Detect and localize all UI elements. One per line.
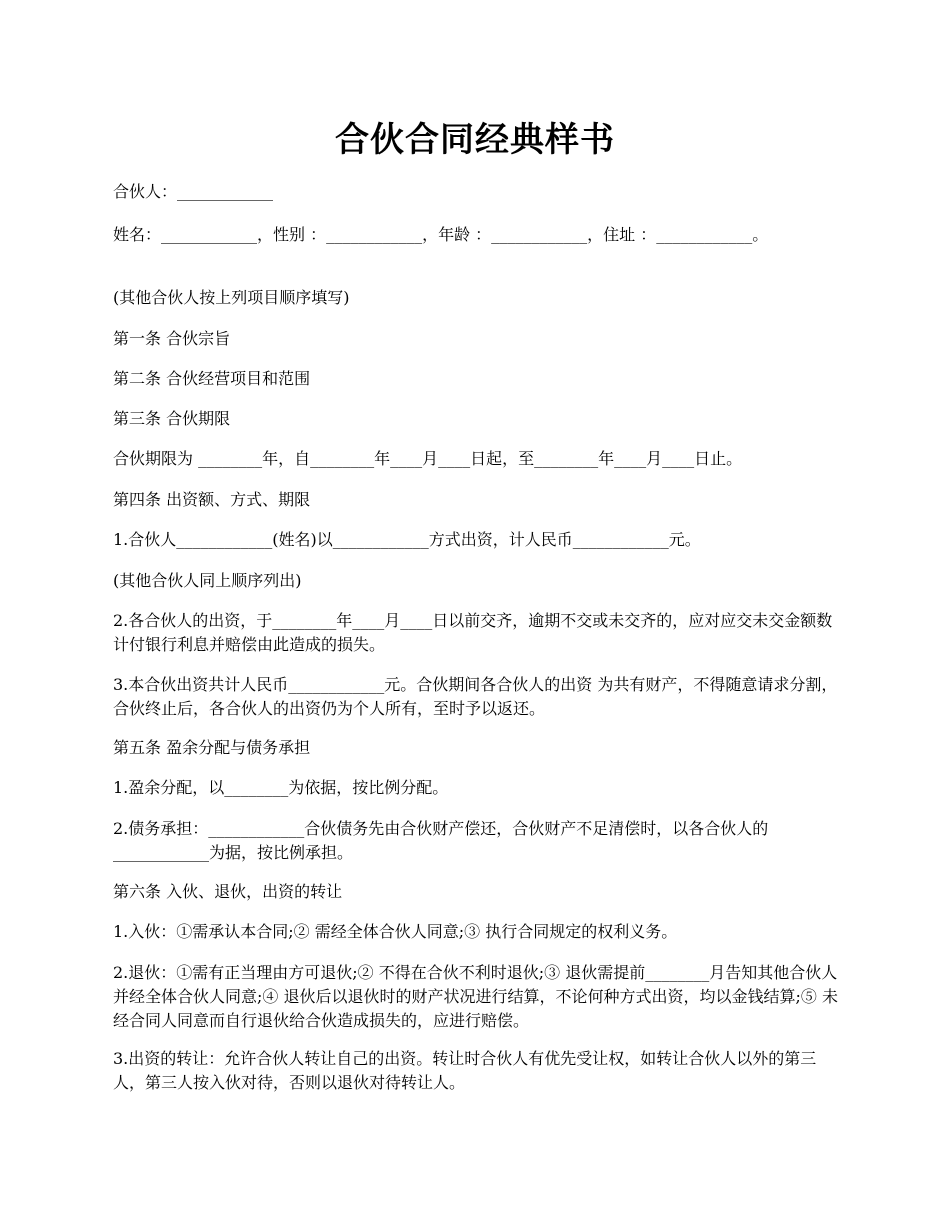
withdrawal-clause: 2.退伙：①需有正当理由方可退伙;② 不得在合伙不利时退伙;③ 退伙需提前________月告知其他合伙人并经全体合伙人同意;④ 退伙后以退伙时的财产状况进行结算，不论何种方式出资，均以金钱结算;⑤ 未经合同人同意而自行退伙给合伙造成损失的，应进行赔偿。 — [113, 963, 838, 1030]
debt-clause: 2.债务承担：____________合伙债务先由合伙财产偿还，合伙财产不足清偿时，以各合伙人的____________为据，按比例承担。 — [113, 819, 769, 862]
partner-line: 合伙人：____________ — [113, 182, 274, 201]
contribution-note: (其他合伙人同上顺序列出) — [113, 571, 302, 590]
contribution-clause-1: 1.合伙人____________(姓名)以____________方式出资，计人民币____________元。 — [113, 530, 701, 549]
admission-clause: 1.入伙：①需承认本合同;② 需经全体合伙人同意;③ 执行合同规定的权利义务。 — [113, 922, 678, 941]
document-title: 合伙合同经典样书 — [335, 120, 615, 160]
article-3-heading: 第三条 合伙期限 — [113, 409, 231, 428]
article-4-heading: 第四条 出资额、方式、期限 — [113, 490, 311, 509]
transfer-clause: 3.出资的转让：允许合伙人转让自己的出资。转让时合伙人有优先受让权，如转让合伙人以外的第三人，第三人按入伙对待，否则以退伙对待转让人。 — [113, 1049, 817, 1092]
partner-info-line: 姓名：____________，性别 ：____________，年龄 ：____________，住址 ：____________。 — [113, 225, 769, 244]
article-5-heading: 第五条 盈余分配与债务承担 — [113, 738, 311, 757]
fill-note: (其他合伙人按上列项目顺序填写) — [113, 288, 350, 307]
contribution-clause-3: 3.本合伙出资共计人民币____________元。合伙期间各合伙人的出资 为共有财产，不得随意请求分割，合伙终止后，各合伙人的出资仍为个人所有，至时予以返还。 — [113, 675, 838, 718]
article-6-heading: 第六条 入伙、退伙，出资的转让 — [113, 882, 343, 901]
article-2-heading: 第二条 合伙经营项目和范围 — [113, 369, 311, 388]
profit-clause: 1.盈余分配，以________为依据，按比例分配。 — [113, 778, 449, 797]
contribution-clause-2: 2.各合伙人的出资，于________年____月____日以前交齐，逾期不交或未交齐的，应对应交未交金额数计付银行利息并赔偿由此造成的损失。 — [113, 611, 833, 654]
article-1-heading: 第一条 合伙宗旨 — [113, 329, 231, 348]
term-paragraph: 合伙期限为 ________年，自________年____月____日起，至________年____月____日止。 — [113, 449, 743, 468]
